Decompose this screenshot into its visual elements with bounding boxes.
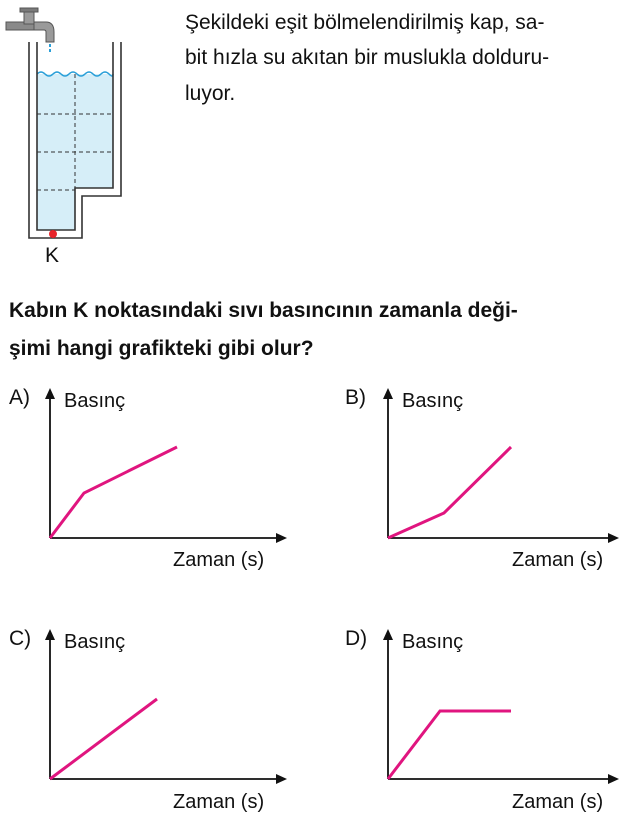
option-b-x-label: Zaman (s)	[512, 549, 604, 571]
question-line-2: şimi hangi grafikteki gibi olur?	[9, 337, 314, 360]
question-line-1: Kabın K noktasındaki sıvı basıncının zamanla deği-	[9, 299, 518, 322]
graph-line	[388, 711, 511, 779]
y-axis-arrow-icon	[383, 629, 393, 640]
option-a-y-label: Basınç	[64, 390, 126, 412]
graph-line	[388, 447, 511, 538]
option-c-letter[interactable]: C)	[9, 627, 32, 650]
option-b-letter[interactable]: B)	[345, 386, 366, 409]
x-axis-arrow-icon	[276, 774, 287, 784]
description-line-1: Şekildeki eşit bölmelendirilmiş kap, sa-	[185, 11, 545, 34]
y-axis-arrow-icon	[45, 629, 55, 640]
option-c-x-label: Zaman (s)	[173, 791, 265, 813]
option-d-x-label: Zaman (s)	[512, 791, 604, 813]
point-k-label: K	[45, 244, 60, 267]
x-axis-arrow-icon	[276, 533, 287, 543]
graph-line	[50, 699, 157, 779]
y-axis-arrow-icon	[45, 388, 55, 399]
x-axis-arrow-icon	[608, 774, 619, 784]
container-figure	[0, 0, 180, 270]
option-c-y-label: Basınç	[64, 631, 126, 653]
option-d-letter[interactable]: D)	[345, 627, 368, 650]
y-axis-arrow-icon	[383, 388, 393, 399]
option-b-y-label: Basınç	[402, 390, 464, 412]
option-a-letter[interactable]: A)	[9, 386, 30, 409]
option-d-y-label: Basınç	[402, 631, 464, 653]
description-line-2: bit hızla su akıtan bir muslukla dolduru-	[185, 46, 550, 69]
graph-line	[50, 447, 177, 538]
description-line-3: luyor.	[185, 82, 236, 105]
option-a-x-label: Zaman (s)	[173, 549, 265, 571]
x-axis-arrow-icon	[608, 533, 619, 543]
point-k-marker	[49, 230, 57, 238]
faucet-icon	[6, 8, 54, 52]
